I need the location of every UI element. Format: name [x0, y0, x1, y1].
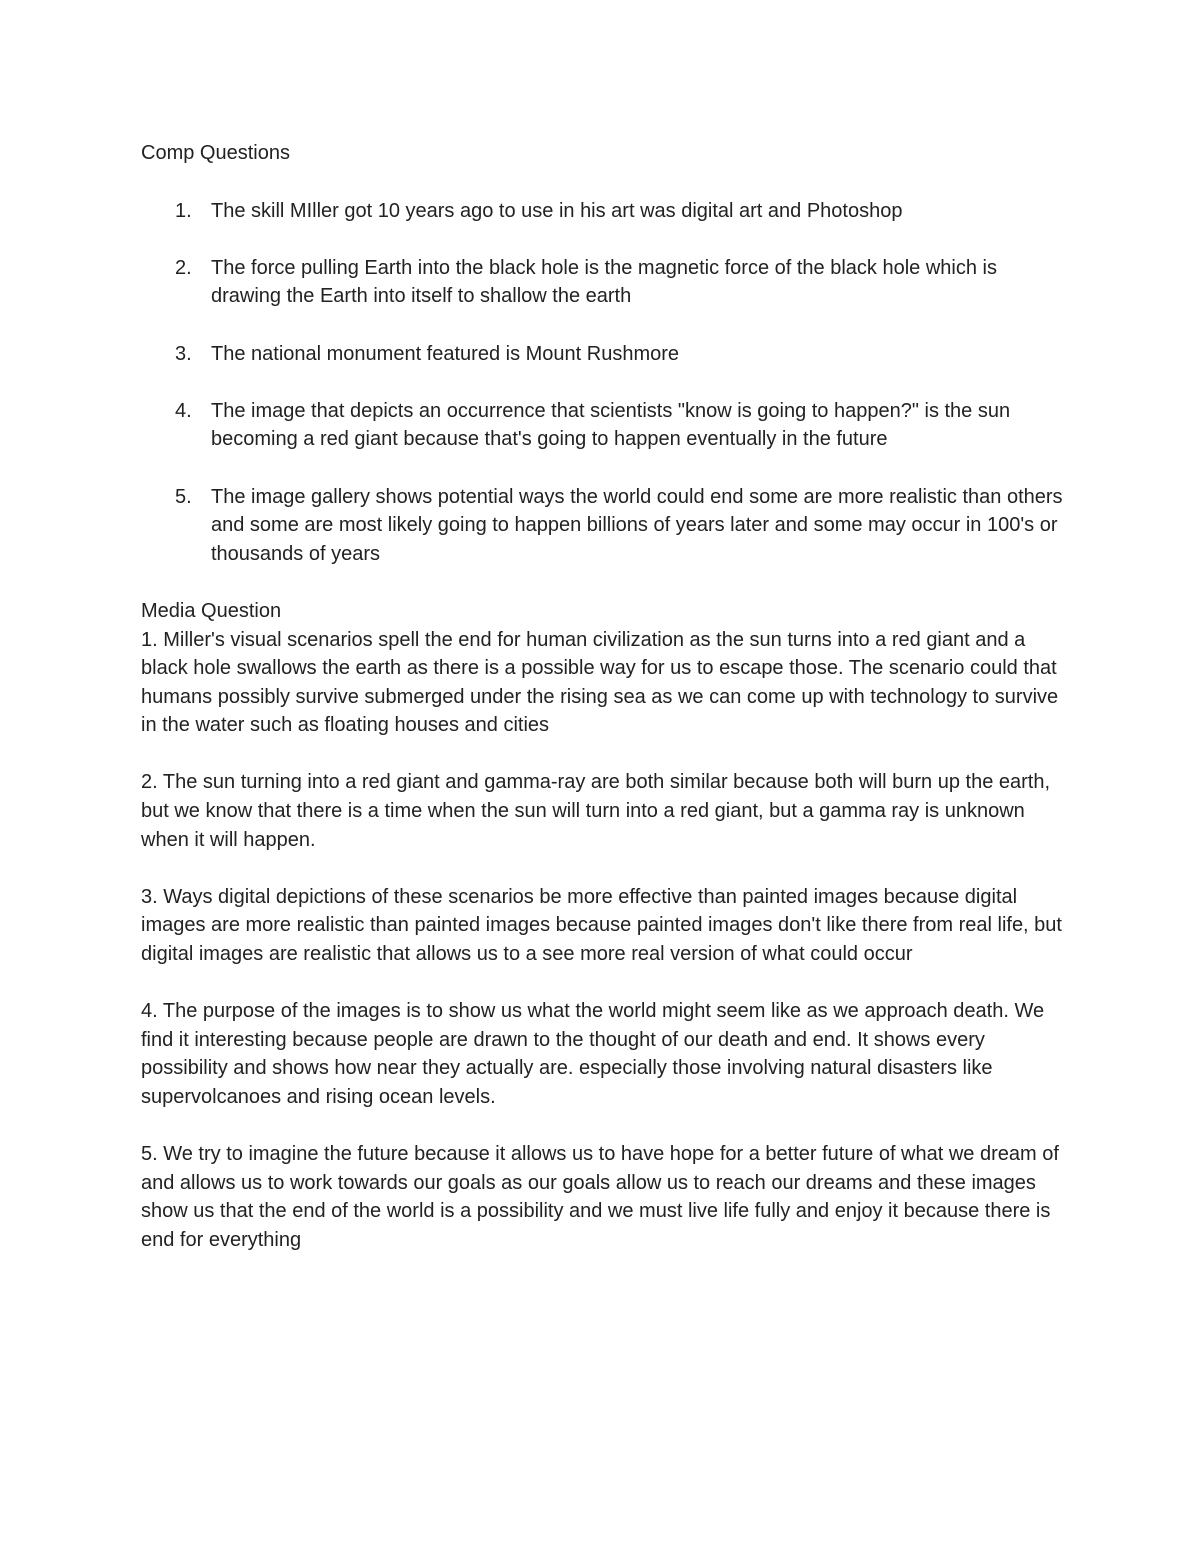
list-item-text: The skill MIller got 10 years ago to use in his art was digital art and Photoshop: [211, 199, 903, 222]
list-item-text: The force pulling Earth into the black hole is the magnetic force of the black hole which is drawing the Earth into itself to shallow the earth: [211, 256, 997, 308]
comp-questions-heading: Comp Questions: [141, 142, 290, 164]
list-item: [141, 197, 1071, 226]
list-item-text: The national monument featured is Mount Rushmore: [211, 342, 680, 365]
media-questions-section: [141, 597, 1071, 1255]
list-item: [141, 254, 1071, 311]
list-item-number: 4.: [175, 399, 192, 422]
list-item-text: The image gallery shows potential ways the world could end some are more realistic than others and some are most likely going to happen billions of years later and some may occur in 100's or thousands of years: [211, 485, 1063, 565]
comp-questions-list: [141, 197, 1071, 569]
media-answer-4: 4. The purpose of the images is to show us what the world might seem like as we approach death. We find it interesting because people are drawn to the thought of our death and end. It shows every possibility and shows how near they actually are. especially those involving natural disasters like supervolcanoes and rising ocean levels.: [141, 1000, 1045, 1108]
list-item: [141, 340, 1071, 369]
document-page: [141, 139, 1071, 1283]
list-item: [141, 483, 1071, 569]
media-answer-3: 3. Ways digital depictions of these scenarios be more effective than painted images because digital images are more realistic than painted images because painted images don't like there from real life, but digital images are realistic that allows us to a see more real version of what could occur: [141, 885, 1062, 966]
list-item-text: The image that depicts an occurrence that scientists "know is going to happen?" is the sun becoming a red giant because that's going to happen eventually in the future: [211, 399, 1011, 451]
list-item-number: 3.: [175, 342, 192, 365]
list-item-number: 2.: [175, 256, 192, 279]
list-item-number: 1.: [175, 199, 192, 222]
media-answer-5: 5. We try to imagine the future because it allows us to have hope for a better future of what we dream of and allows us to work towards our goals as our goals allow us to reach our dreams and these images show us that the end of the world is a possibility and we must live life fully and enjoy it because there is end for everything: [141, 1143, 1059, 1251]
media-questions-heading: Media Question: [141, 599, 282, 622]
list-item-number: 5.: [175, 485, 192, 508]
comp-questions-section: [141, 139, 1071, 568]
media-answer-1: 1. Miller's visual scenarios spell the end for human civilization as the sun turns into a red giant and a black hole swallows the earth as there is a possible way for us to escape those. The scenario could that humans possibly survive submerged under the rising sea as we can come up with technology to survive in the water such as floating houses and cities: [141, 628, 1059, 737]
media-answer-2: 2. The sun turning into a red giant and gamma-ray are both similar because both will burn up the earth, but we know that there is a time when the sun will turn into a red giant, but a gamma ray is unknown when it will happen.: [141, 771, 1051, 851]
list-item: [141, 397, 1071, 454]
